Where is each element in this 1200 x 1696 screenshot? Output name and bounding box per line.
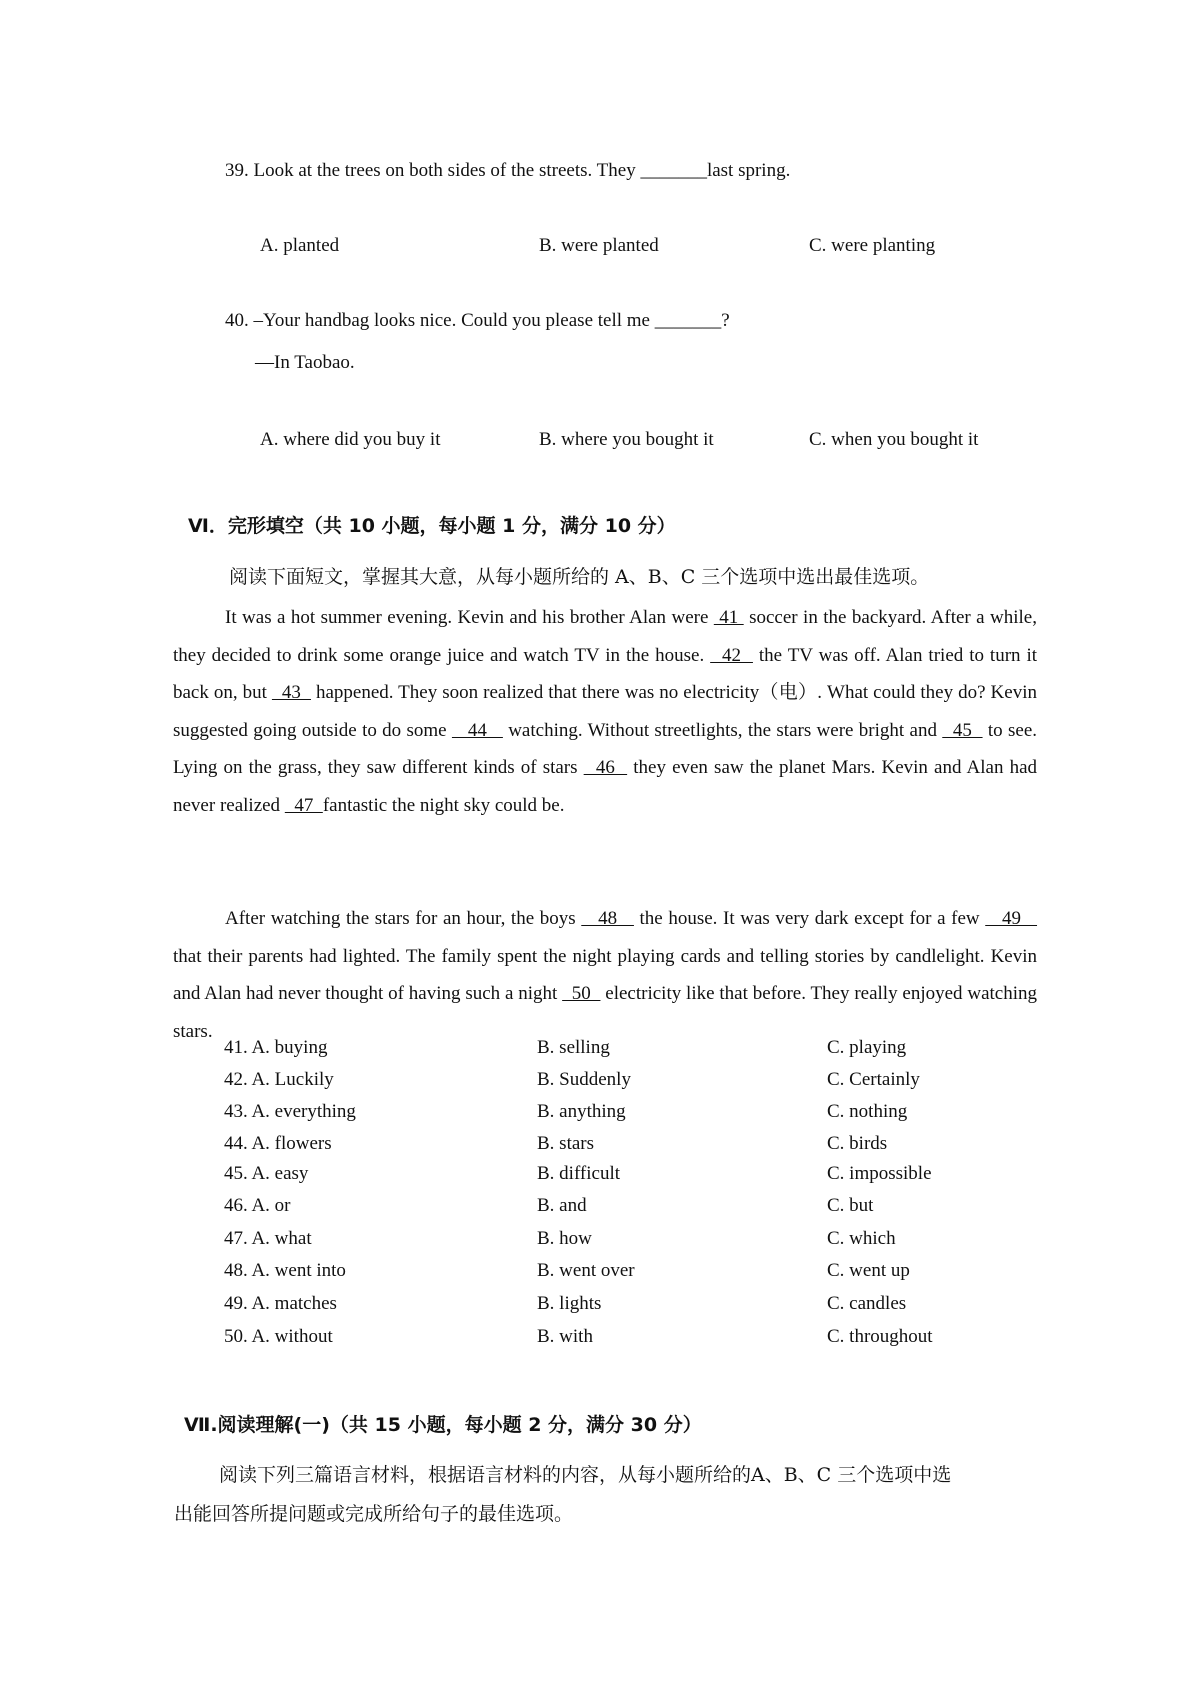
choice-row-45: 45. A. easy B. difficult C. impossible — [224, 1163, 932, 1184]
blank-47: 47 — [284, 794, 323, 816]
question-40-option-c: C. when you bought it — [809, 429, 979, 450]
blank-42: 42 — [710, 644, 753, 666]
section-7-title: Ⅶ.阅读理解(一)（共 15 小题，每小题 2 分，满分 30 分） — [184, 1414, 702, 1436]
cloze-passage-paragraph-1: It was a hot summer evening. Kevin and his brother Alan were 41 soccer in the backyard. After a while, they decided to drink some orange juice and watch TV in the house. 42 the TV was off. Alan tried to turn it back on, but 43 happened. They soon realized that there was no electricity（电）. What could they do? Kevin suggested going outside to do some 44 watching. Without streetlights, the stars were bright and 45 to see. Lying on the grass, they saw different kinds of stars 46 they even saw the planet Mars. Kevin and Alan had never realized 47 fantastic the night sky could be. — [173, 607, 1038, 816]
choice-row-50: 50. A. without B. with C. throughout — [224, 1326, 933, 1347]
question-39-option-a: A. planted — [260, 235, 340, 256]
section-6-title: Ⅵ．完形填空（共 10 小题，每小题 1 分，满分 10 分） — [188, 515, 676, 537]
question-39-option-c: C. were planting — [809, 235, 936, 256]
blank-45: 45 — [942, 719, 983, 741]
choice-row-41: 41. A. buying B. selling C. playing — [224, 1037, 907, 1058]
blank-48: 48 — [581, 908, 634, 929]
question-40-stem: 40. –Your handbag looks nice. Could you please tell me _______? — [225, 310, 730, 331]
choice-row-47: 47. A. what B. how C. which — [224, 1228, 896, 1249]
section-7-instruction-line-2: 出能回答所提问题或完成所给句子的最佳选项。 — [174, 1503, 574, 1525]
blank-44: 44 — [451, 719, 503, 741]
choice-row-49: 49. A. matches B. lights C. candles — [224, 1293, 907, 1314]
question-40-option-a: A. where did you buy it — [260, 429, 441, 450]
section-7-instruction-line-1: 阅读下列三篇语言材料，根据语言材料的内容，从每小题所给的A、B、C 三个选项中选 — [219, 1464, 952, 1486]
choice-row-44: 44. A. flowers B. stars C. birds — [224, 1133, 888, 1154]
blank-50: 50 — [562, 983, 601, 1004]
blank-49: 49 — [985, 908, 1038, 929]
section-6-instruction: 阅读下面短文，掌握其大意，从每小题所给的 A、B、C 三个选项中选出最佳选项。 — [229, 566, 930, 588]
blank-46: 46 — [583, 757, 628, 778]
question-40-option-b: B. where you bought it — [539, 429, 714, 450]
choice-row-46: 46. A. or B. and C. but — [224, 1195, 874, 1216]
blank-43: 43 — [271, 682, 311, 703]
choice-row-42: 42. A. Luckily B. Suddenly C. Certainly — [224, 1069, 920, 1090]
choice-row-43: 43. A. everything B. anything C. nothing — [224, 1101, 908, 1122]
cloze-passage-paragraph-2: After watching the stars for an hour, the boys 48 the house. It was very dark except for a few 49 that their parents had lighted. The family spent the night playing cards and telling stories by candlelight. Kevin and Alan had never thought of having such a night 50 electricity like that before. They really enjoyed watching stars. — [173, 908, 1038, 1042]
question-39-option-b: B. were planted — [539, 235, 659, 256]
blank-41: 41 — [713, 607, 744, 628]
question-39-stem: 39. Look at the trees on both sides of the streets. They _______last spring. — [225, 160, 791, 181]
question-40-reply: —In Taobao. — [255, 352, 355, 373]
choice-row-48: 48. A. went into B. went over C. went up — [224, 1260, 910, 1281]
